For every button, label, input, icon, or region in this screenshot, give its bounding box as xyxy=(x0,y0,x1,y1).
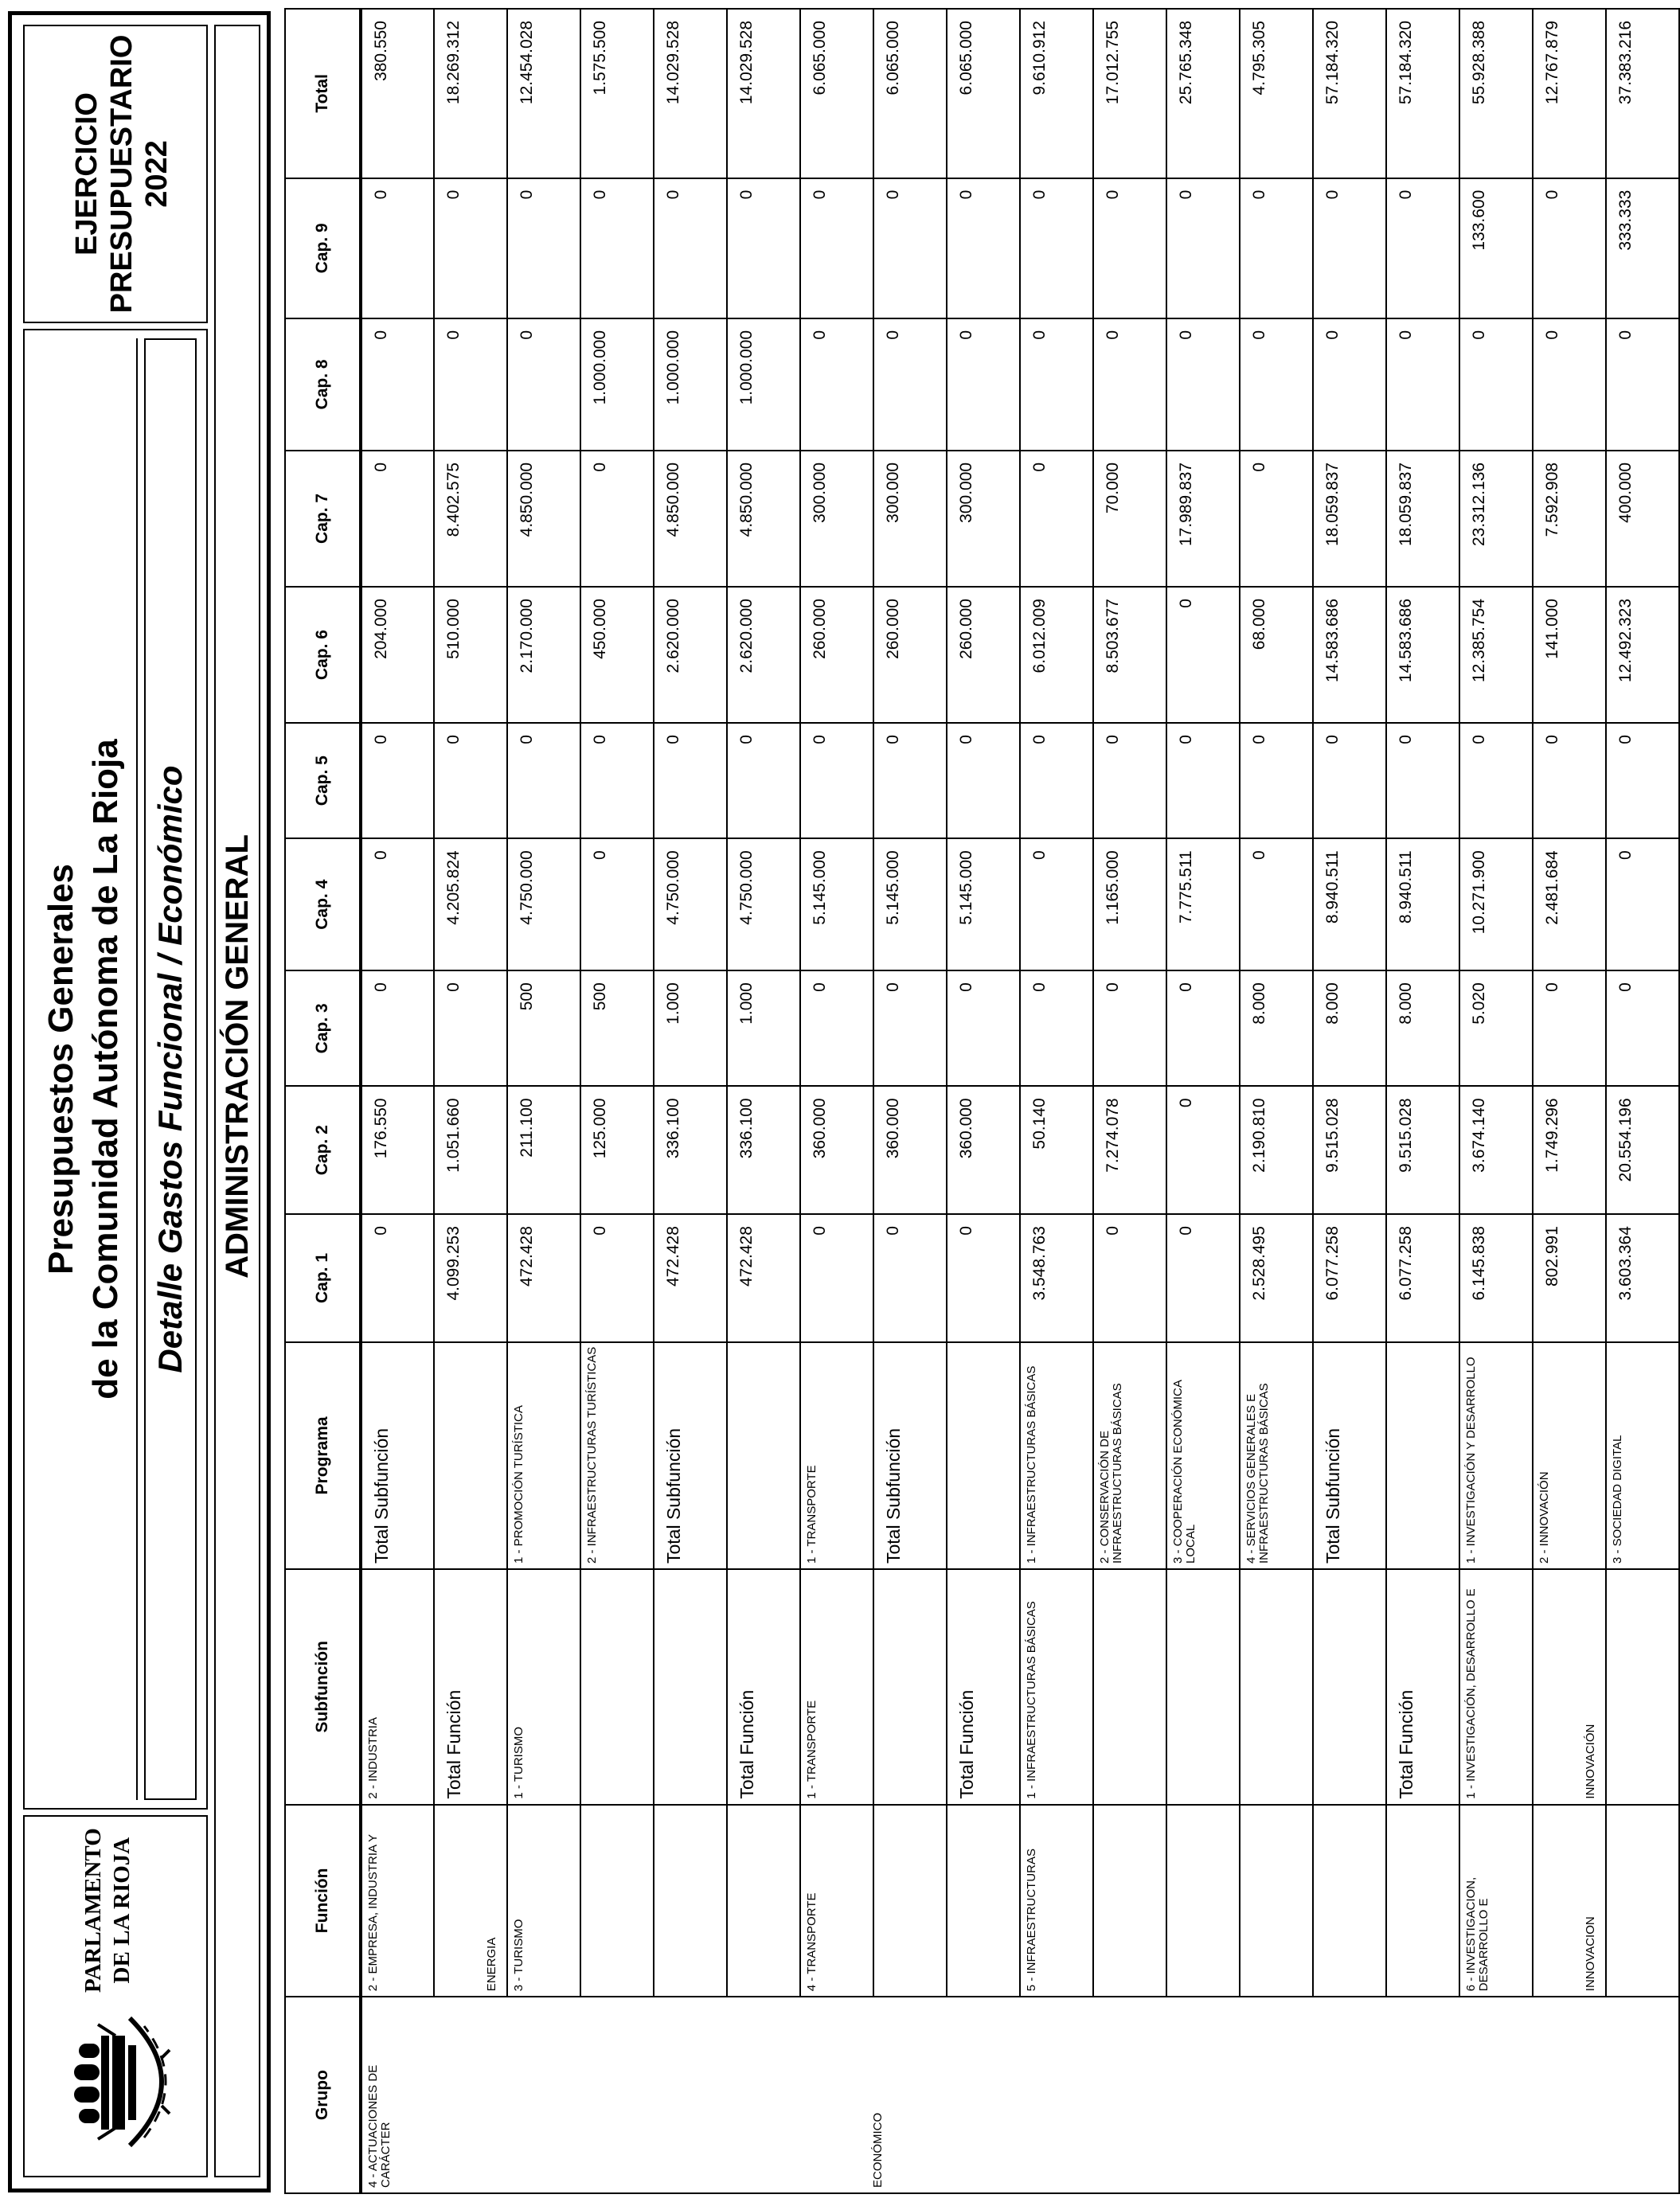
table-row xyxy=(1020,9,1093,2193)
funcion-cell: 2 - EMPRESA, INDUSTRIA Y xyxy=(361,1805,434,1997)
logo-line1: PARLAMENTO xyxy=(80,1828,106,1993)
subfuncion-cell xyxy=(654,1569,727,1805)
subfuncion-cell: INNOVACIÓN xyxy=(1533,1569,1606,1805)
value-cell: 9.515.028 xyxy=(1386,1086,1459,1214)
value-cell: 1.000.000 xyxy=(727,318,800,451)
value-cell: 0 xyxy=(873,1214,947,1342)
programa-cell: 3 - COOPERACIÓN ECONÓMICA LOCAL xyxy=(1166,1342,1240,1569)
table-row xyxy=(1240,9,1313,2193)
funcion-cell xyxy=(1166,1805,1240,1997)
col-header: Cap. 5 xyxy=(285,723,361,838)
funcion-cell: INNOVACION xyxy=(1533,1805,1606,1997)
value-cell: 260.000 xyxy=(873,587,947,723)
value-cell: 57.184.320 xyxy=(1386,9,1459,178)
programa-cell xyxy=(434,1342,507,1569)
value-cell: 6.065.000 xyxy=(873,9,947,178)
logo-box xyxy=(23,1815,208,2177)
table-row xyxy=(800,9,873,2193)
value-cell: 10.271.900 xyxy=(1459,838,1533,970)
value-cell: 5.145.000 xyxy=(800,838,873,970)
value-cell: 3.674.140 xyxy=(1459,1086,1533,1214)
table-row xyxy=(1093,9,1166,2193)
value-cell: 125.000 xyxy=(580,1086,654,1214)
grupo-line1: 4 - ACTUACIONES DE CARÁCTER xyxy=(366,2064,393,2188)
value-cell: 336.100 xyxy=(654,1086,727,1214)
col-header: Función xyxy=(285,1805,361,1997)
subfuncion-cell xyxy=(1240,1569,1313,1805)
value-cell: 0 xyxy=(1093,318,1166,451)
value-cell: 4.750.000 xyxy=(654,838,727,970)
subtitle: Detalle Gastos Funcional / Económico xyxy=(144,338,197,1800)
value-cell: 0 xyxy=(1533,723,1606,838)
value-cell: 336.100 xyxy=(727,1086,800,1214)
value-cell: 4.205.824 xyxy=(434,838,507,970)
title-line2: de la Comunidad Autónoma de La Rioja xyxy=(86,739,125,1400)
value-cell: 0 xyxy=(1533,970,1606,1086)
value-cell: 1.575.500 xyxy=(580,9,654,178)
value-cell: 0 xyxy=(873,723,947,838)
value-cell: 176.550 xyxy=(361,1086,434,1214)
value-cell: 8.940.511 xyxy=(1386,838,1459,970)
value-cell: 0 xyxy=(361,970,434,1086)
value-cell: 25.765.348 xyxy=(1166,9,1240,178)
funcion-cell xyxy=(727,1805,800,1997)
value-cell: 2.528.495 xyxy=(1240,1214,1313,1342)
value-cell: 472.428 xyxy=(727,1214,800,1342)
title-line1: Presupuestos Generales xyxy=(41,864,80,1275)
value-cell: 1.000 xyxy=(727,970,800,1086)
funcion-cell xyxy=(1240,1805,1313,1997)
value-cell: 1.000.000 xyxy=(654,318,727,451)
value-cell: 3.603.364 xyxy=(1606,1214,1679,1342)
value-cell: 500 xyxy=(507,970,580,1086)
value-cell: 133.600 xyxy=(1459,178,1533,318)
value-cell: 0 xyxy=(1606,838,1679,970)
table-body xyxy=(361,9,1679,2193)
subfuncion-cell: 1 - TRANSPORTE xyxy=(800,1569,873,1805)
value-cell: 510.000 xyxy=(434,587,507,723)
value-cell: 1.000.000 xyxy=(580,318,654,451)
table-row xyxy=(1313,9,1386,2193)
value-cell: 4.099.253 xyxy=(434,1214,507,1342)
value-cell: 0 xyxy=(947,318,1020,451)
value-cell: 0 xyxy=(1093,970,1166,1086)
programa-cell: 3 - SOCIEDAD DIGITAL xyxy=(1606,1342,1679,1569)
table-row xyxy=(947,9,1020,2193)
value-cell: 0 xyxy=(654,178,727,318)
value-cell: 4.850.000 xyxy=(654,451,727,587)
value-cell: 0 xyxy=(873,318,947,451)
value-cell: 0 xyxy=(1166,723,1240,838)
programa-cell: 2 - INFRAESTRUCTURAS TURÍSTICAS xyxy=(580,1342,654,1569)
value-cell: 12.767.879 xyxy=(1533,9,1606,178)
table-row xyxy=(361,9,434,2193)
subfuncion-cell: Total Función xyxy=(1386,1569,1459,1805)
value-cell: 0 xyxy=(1166,587,1240,723)
value-cell: 0 xyxy=(580,838,654,970)
subfuncion-cell: 1 - INVESTIGACIÓN, DESARROLLO E xyxy=(1459,1569,1533,1805)
value-cell: 0 xyxy=(947,1214,1020,1342)
value-cell: 20.554.196 xyxy=(1606,1086,1679,1214)
value-cell: 0 xyxy=(1020,318,1093,451)
value-cell: 0 xyxy=(1313,723,1386,838)
value-cell: 0 xyxy=(1240,451,1313,587)
value-cell: 4.750.000 xyxy=(727,838,800,970)
value-cell: 0 xyxy=(361,723,434,838)
value-cell: 18.059.837 xyxy=(1313,451,1386,587)
table-row xyxy=(1533,9,1606,2193)
subfuncion-cell xyxy=(1093,1569,1166,1805)
value-cell: 204.000 xyxy=(361,587,434,723)
grupo-cell xyxy=(361,1997,1679,2193)
value-cell: 12.492.323 xyxy=(1606,587,1679,723)
programa-cell: Total Subfunción xyxy=(873,1342,947,1569)
subfuncion-cell: 2 - INDUSTRIA xyxy=(361,1569,434,1805)
title-box xyxy=(23,329,208,1810)
value-cell: 333.333 xyxy=(1606,178,1679,318)
funcion-cell: 4 - TRANSPORTE xyxy=(800,1805,873,1997)
value-cell: 0 xyxy=(947,970,1020,1086)
col-header: Cap. 7 xyxy=(285,451,361,587)
col-header: Grupo xyxy=(285,1997,361,2193)
subfuncion-cell xyxy=(1606,1569,1679,1805)
table-row xyxy=(507,9,580,2193)
value-cell: 6.012.009 xyxy=(1020,587,1093,723)
value-cell: 8.000 xyxy=(1313,970,1386,1086)
programa-cell: Total Subfunción xyxy=(1313,1342,1386,1569)
ejercicio-box xyxy=(23,25,208,323)
value-cell: 0 xyxy=(1459,318,1533,451)
value-cell: 0 xyxy=(1166,178,1240,318)
value-cell: 5.020 xyxy=(1459,970,1533,1086)
subfuncion-cell xyxy=(1166,1569,1240,1805)
value-cell: 360.000 xyxy=(947,1086,1020,1214)
value-cell: 0 xyxy=(1240,723,1313,838)
subfuncion-cell: Total Función xyxy=(434,1569,507,1805)
value-cell: 14.029.528 xyxy=(727,9,800,178)
value-cell: 4.850.000 xyxy=(507,451,580,587)
value-cell: 0 xyxy=(800,318,873,451)
ejercicio-year: 2022 xyxy=(140,140,174,208)
value-cell: 0 xyxy=(800,1214,873,1342)
subfuncion-cell: Total Función xyxy=(947,1569,1020,1805)
value-cell: 472.428 xyxy=(654,1214,727,1342)
value-cell: 0 xyxy=(1020,178,1093,318)
value-cell: 500 xyxy=(580,970,654,1086)
value-cell: 9.515.028 xyxy=(1313,1086,1386,1214)
title-area xyxy=(33,338,138,1800)
funcion-cell xyxy=(580,1805,654,1997)
value-cell: 2.481.684 xyxy=(1533,838,1606,970)
value-cell: 70.000 xyxy=(1093,451,1166,587)
value-cell: 5.145.000 xyxy=(947,838,1020,970)
value-cell: 4.850.000 xyxy=(727,451,800,587)
col-header: Cap. 9 xyxy=(285,178,361,318)
subfuncion-cell: Total Función xyxy=(727,1569,800,1805)
value-cell: 12.385.754 xyxy=(1459,587,1533,723)
value-cell: 1.000 xyxy=(654,970,727,1086)
value-cell: 0 xyxy=(1093,1214,1166,1342)
funcion-cell xyxy=(1313,1805,1386,1997)
value-cell: 0 xyxy=(580,1214,654,1342)
value-cell: 8.000 xyxy=(1386,970,1459,1086)
value-cell: 0 xyxy=(800,970,873,1086)
value-cell: 0 xyxy=(434,970,507,1086)
value-cell: 2.170.000 xyxy=(507,587,580,723)
value-cell: 2.190.810 xyxy=(1240,1086,1313,1214)
value-cell: 12.454.028 xyxy=(507,9,580,178)
value-cell: 0 xyxy=(580,723,654,838)
value-cell: 802.991 xyxy=(1533,1214,1606,1342)
value-cell: 0 xyxy=(1313,318,1386,451)
value-cell: 8.940.511 xyxy=(1313,838,1386,970)
value-cell: 0 xyxy=(361,1214,434,1342)
value-cell: 17.989.837 xyxy=(1166,451,1240,587)
table-row xyxy=(727,9,800,2193)
grupo-line2: ECONÓMICO xyxy=(871,2112,885,2188)
value-cell: 6.065.000 xyxy=(800,9,873,178)
subfuncion-cell: 1 - TURISMO xyxy=(507,1569,580,1805)
value-cell: 1.051.660 xyxy=(434,1086,507,1214)
col-header: Cap. 6 xyxy=(285,587,361,723)
value-cell: 50.140 xyxy=(1020,1086,1093,1214)
table-row xyxy=(1606,9,1679,2193)
document-header xyxy=(8,11,271,2192)
value-cell: 260.000 xyxy=(947,587,1020,723)
value-cell: 0 xyxy=(873,970,947,1086)
funcion-cell xyxy=(1093,1805,1166,1997)
value-cell: 0 xyxy=(947,178,1020,318)
value-cell: 0 xyxy=(361,178,434,318)
value-cell: 0 xyxy=(800,723,873,838)
value-cell: 68.000 xyxy=(1240,587,1313,723)
value-cell: 0 xyxy=(434,723,507,838)
subfuncion-cell: 1 - INFRAESTRUCTURAS BÁSICAS xyxy=(1020,1569,1093,1805)
value-cell: 2.620.000 xyxy=(654,587,727,723)
value-cell: 0 xyxy=(1020,723,1093,838)
value-cell: 0 xyxy=(947,723,1020,838)
value-cell: 260.000 xyxy=(800,587,873,723)
col-header: Programa xyxy=(285,1342,361,1569)
programa-cell: 1 - INVESTIGACIÓN Y DESARROLLO xyxy=(1459,1342,1533,1569)
value-cell: 0 xyxy=(1313,178,1386,318)
value-cell: 4.795.305 xyxy=(1240,9,1313,178)
value-cell: 0 xyxy=(1606,723,1679,838)
col-header: Total xyxy=(285,9,361,178)
funcion-cell xyxy=(1606,1805,1679,1997)
col-header: Subfunción xyxy=(285,1569,361,1805)
value-cell: 0 xyxy=(873,178,947,318)
parliament-emblem-icon xyxy=(42,2002,193,2161)
subfuncion-cell xyxy=(580,1569,654,1805)
programa-cell: 1 - INFRAESTRUCTURAS BÁSICAS xyxy=(1020,1342,1093,1569)
value-cell: 18.059.837 xyxy=(1386,451,1459,587)
col-header: Cap. 3 xyxy=(285,970,361,1086)
section-box xyxy=(214,25,260,2177)
col-header: Cap. 8 xyxy=(285,318,361,451)
value-cell: 2.620.000 xyxy=(727,587,800,723)
value-cell: 472.428 xyxy=(507,1214,580,1342)
table-header-row xyxy=(285,9,361,2193)
value-cell: 211.100 xyxy=(507,1086,580,1214)
programa-cell xyxy=(1386,1342,1459,1569)
table-row xyxy=(1459,9,1533,2193)
value-cell: 0 xyxy=(654,723,727,838)
programa-cell: 4 - SERVICIOS GENERALES E INFRAESTRUCTURAS BÁSICAS xyxy=(1240,1342,1313,1569)
value-cell: 0 xyxy=(1020,838,1093,970)
value-cell: 14.583.686 xyxy=(1386,587,1459,723)
value-cell: 0 xyxy=(361,318,434,451)
table-row xyxy=(873,9,947,2193)
value-cell: 0 xyxy=(434,178,507,318)
funcion-cell: ENERGIA xyxy=(434,1805,507,1997)
funcion-cell xyxy=(947,1805,1020,1997)
table-row xyxy=(1166,9,1240,2193)
value-cell: 0 xyxy=(1020,970,1093,1086)
ejercicio-line1: EJERCICIO xyxy=(70,92,104,256)
value-cell: 0 xyxy=(1166,1086,1240,1214)
table-row xyxy=(580,9,654,2193)
programa-cell: Total Subfunción xyxy=(654,1342,727,1569)
value-cell: 37.383.216 xyxy=(1606,9,1679,178)
ejercicio-line2: PRESUPUESTARIO xyxy=(105,34,139,314)
value-cell: 4.750.000 xyxy=(507,838,580,970)
value-cell: 18.269.312 xyxy=(434,9,507,178)
value-cell: 0 xyxy=(1240,178,1313,318)
col-header: Cap. 2 xyxy=(285,1086,361,1214)
col-header: Cap. 1 xyxy=(285,1214,361,1342)
value-cell: 55.928.388 xyxy=(1459,9,1533,178)
programa-cell: Total Subfunción xyxy=(361,1342,434,1569)
value-cell: 57.184.320 xyxy=(1313,9,1386,178)
value-cell: 0 xyxy=(1606,970,1679,1086)
value-cell: 0 xyxy=(507,178,580,318)
value-cell: 1.749.296 xyxy=(1533,1086,1606,1214)
value-cell: 0 xyxy=(1533,178,1606,318)
value-cell: 450.000 xyxy=(580,587,654,723)
value-cell: 300.000 xyxy=(873,451,947,587)
value-cell: 0 xyxy=(1386,178,1459,318)
table-row xyxy=(654,9,727,2193)
value-cell: 0 xyxy=(1166,1214,1240,1342)
value-cell: 0 xyxy=(580,178,654,318)
value-cell: 5.145.000 xyxy=(873,838,947,970)
value-cell: 0 xyxy=(361,838,434,970)
value-cell: 0 xyxy=(1020,451,1093,587)
value-cell: 7.775.511 xyxy=(1166,838,1240,970)
budget-table xyxy=(284,8,1680,2194)
funcion-cell: 3 - TURISMO xyxy=(507,1805,580,1997)
col-header: Cap. 4 xyxy=(285,838,361,970)
value-cell: 0 xyxy=(507,723,580,838)
logo-line2: DE LA RIOJA xyxy=(109,1837,135,1984)
value-cell: 0 xyxy=(1240,318,1313,451)
value-cell: 6.145.838 xyxy=(1459,1214,1533,1342)
value-cell: 380.550 xyxy=(361,9,434,178)
value-cell: 141.000 xyxy=(1533,587,1606,723)
programa-cell: 2 - CONSERVACIÓN DE INFRAESTRUCTURAS BÁSICAS xyxy=(1093,1342,1166,1569)
subfuncion-cell xyxy=(1313,1569,1386,1805)
programa-cell xyxy=(727,1342,800,1569)
programa-cell: 2 - INNOVACIÓN xyxy=(1533,1342,1606,1569)
programa-cell xyxy=(947,1342,1020,1569)
table-row xyxy=(434,9,507,2193)
value-cell: 0 xyxy=(507,318,580,451)
programa-cell: 1 - TRANSPORTE xyxy=(800,1342,873,1569)
value-cell: 300.000 xyxy=(800,451,873,587)
funcion-cell xyxy=(654,1805,727,1997)
value-cell: 0 xyxy=(1093,178,1166,318)
value-cell: 360.000 xyxy=(800,1086,873,1214)
value-cell: 0 xyxy=(1386,318,1459,451)
value-cell: 0 xyxy=(434,318,507,451)
value-cell: 0 xyxy=(1606,318,1679,451)
value-cell: 6.065.000 xyxy=(947,9,1020,178)
value-cell: 23.312.136 xyxy=(1459,451,1533,587)
value-cell: 8.402.575 xyxy=(434,451,507,587)
value-cell: 3.548.763 xyxy=(1020,1214,1093,1342)
funcion-cell: 6 - INVESTIGACION, DESARROLLO E xyxy=(1459,1805,1533,1997)
value-cell: 7.592.908 xyxy=(1533,451,1606,587)
funcion-cell: 5 - INFRAESTRUCTURAS xyxy=(1020,1805,1093,1997)
section-title: ADMINISTRACIÓN GENERAL xyxy=(220,834,255,1279)
value-cell: 360.000 xyxy=(873,1086,947,1214)
value-cell: 0 xyxy=(1386,723,1459,838)
funcion-cell xyxy=(1386,1805,1459,1997)
value-cell: 0 xyxy=(800,178,873,318)
value-cell: 0 xyxy=(361,451,434,587)
value-cell: 0 xyxy=(1166,970,1240,1086)
value-cell: 0 xyxy=(727,723,800,838)
value-cell: 1.165.000 xyxy=(1093,838,1166,970)
value-cell: 300.000 xyxy=(947,451,1020,587)
value-cell: 0 xyxy=(727,178,800,318)
value-cell: 14.583.686 xyxy=(1313,587,1386,723)
table-row xyxy=(1386,9,1459,2193)
parliament-name xyxy=(79,1828,136,1993)
value-cell: 0 xyxy=(1533,318,1606,451)
value-cell: 400.000 xyxy=(1606,451,1679,587)
value-cell: 8.000 xyxy=(1240,970,1313,1086)
value-cell: 0 xyxy=(1459,723,1533,838)
value-cell: 6.077.258 xyxy=(1313,1214,1386,1342)
value-cell: 8.503.677 xyxy=(1093,587,1166,723)
value-cell: 17.012.755 xyxy=(1093,9,1166,178)
funcion-cell xyxy=(873,1805,947,1997)
value-cell: 7.274.078 xyxy=(1093,1086,1166,1214)
value-cell: 0 xyxy=(1240,838,1313,970)
value-cell: 0 xyxy=(1166,318,1240,451)
programa-cell: 1 - PROMOCIÓN TURÍSTICA xyxy=(507,1342,580,1569)
value-cell: 0 xyxy=(1093,723,1166,838)
value-cell: 14.029.528 xyxy=(654,9,727,178)
value-cell: 9.610.912 xyxy=(1020,9,1093,178)
value-cell: 6.077.258 xyxy=(1386,1214,1459,1342)
value-cell: 0 xyxy=(580,451,654,587)
subfuncion-cell xyxy=(873,1569,947,1805)
